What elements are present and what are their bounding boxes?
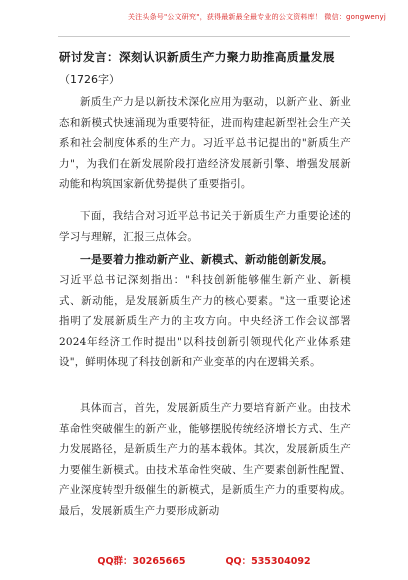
footer-qq-group: QQ群：30265665: [97, 556, 186, 567]
paragraph-3: 习近平总书记深刻指出："科技创新能够催生新产业、新模式、新动能，是发展新质生产力的核心要素。"这一重要论述指明了发展新质生产力的主攻方向。中央经济工作会议部署2024年经济工作时提出"以科技创新引领现代化产业体系建设"，鲜明体现了科技创新和产业变革的内在逻辑关系。: [59, 274, 351, 369]
paragraph-4: 具体而言，首先，发展新质生产力要培育新产业。由技术革命性突破催生的新产业，能够摆脱传统经济增长方式、生产力发展路径，是新质生产力的基本载体。其次，发展新质生产力要催生新模式。由技术革命性突破、生产要素创新性配置、产业深度转型升级催生的新模式，是新质生产力的重要构成。最后，发展新质生产力要形成新动: [59, 402, 351, 517]
paragraph-2: 下面，我结合对习近平总书记关于新质生产力重要论述的学习与理解，汇报三点体会。: [59, 210, 351, 243]
word-count: （1726字）: [59, 73, 120, 86]
paragraph-1: 新质生产力是以新技术深化应用为驱动，以新产业、新业态和新模式快速涌现为重要特征，进而构建起新型社会生产关系和社会制度体系的生产力。习近平总书记提出的"新质生产力"，为我们在新发展阶段打造经济发展新引擎、增强发展新动能和构筑国家新优势提供了重要指引。: [59, 96, 351, 191]
header-bar: [8, 6, 400, 28]
footer-qq: QQ：535304092: [225, 556, 311, 567]
header-divider: [58, 36, 350, 37]
header-note: 关注头条号"公文研究"，获得最新最全最专业的公文资料库！ 微信：gongwenyj: [127, 13, 386, 21]
document-title: 研讨发言：深刻认识新质生产力聚力助推高质量发展: [59, 50, 335, 64]
section-heading-1: 一是要着力推动新产业、新模式、新动能创新发展。: [80, 253, 333, 266]
footer: [0, 553, 408, 567]
